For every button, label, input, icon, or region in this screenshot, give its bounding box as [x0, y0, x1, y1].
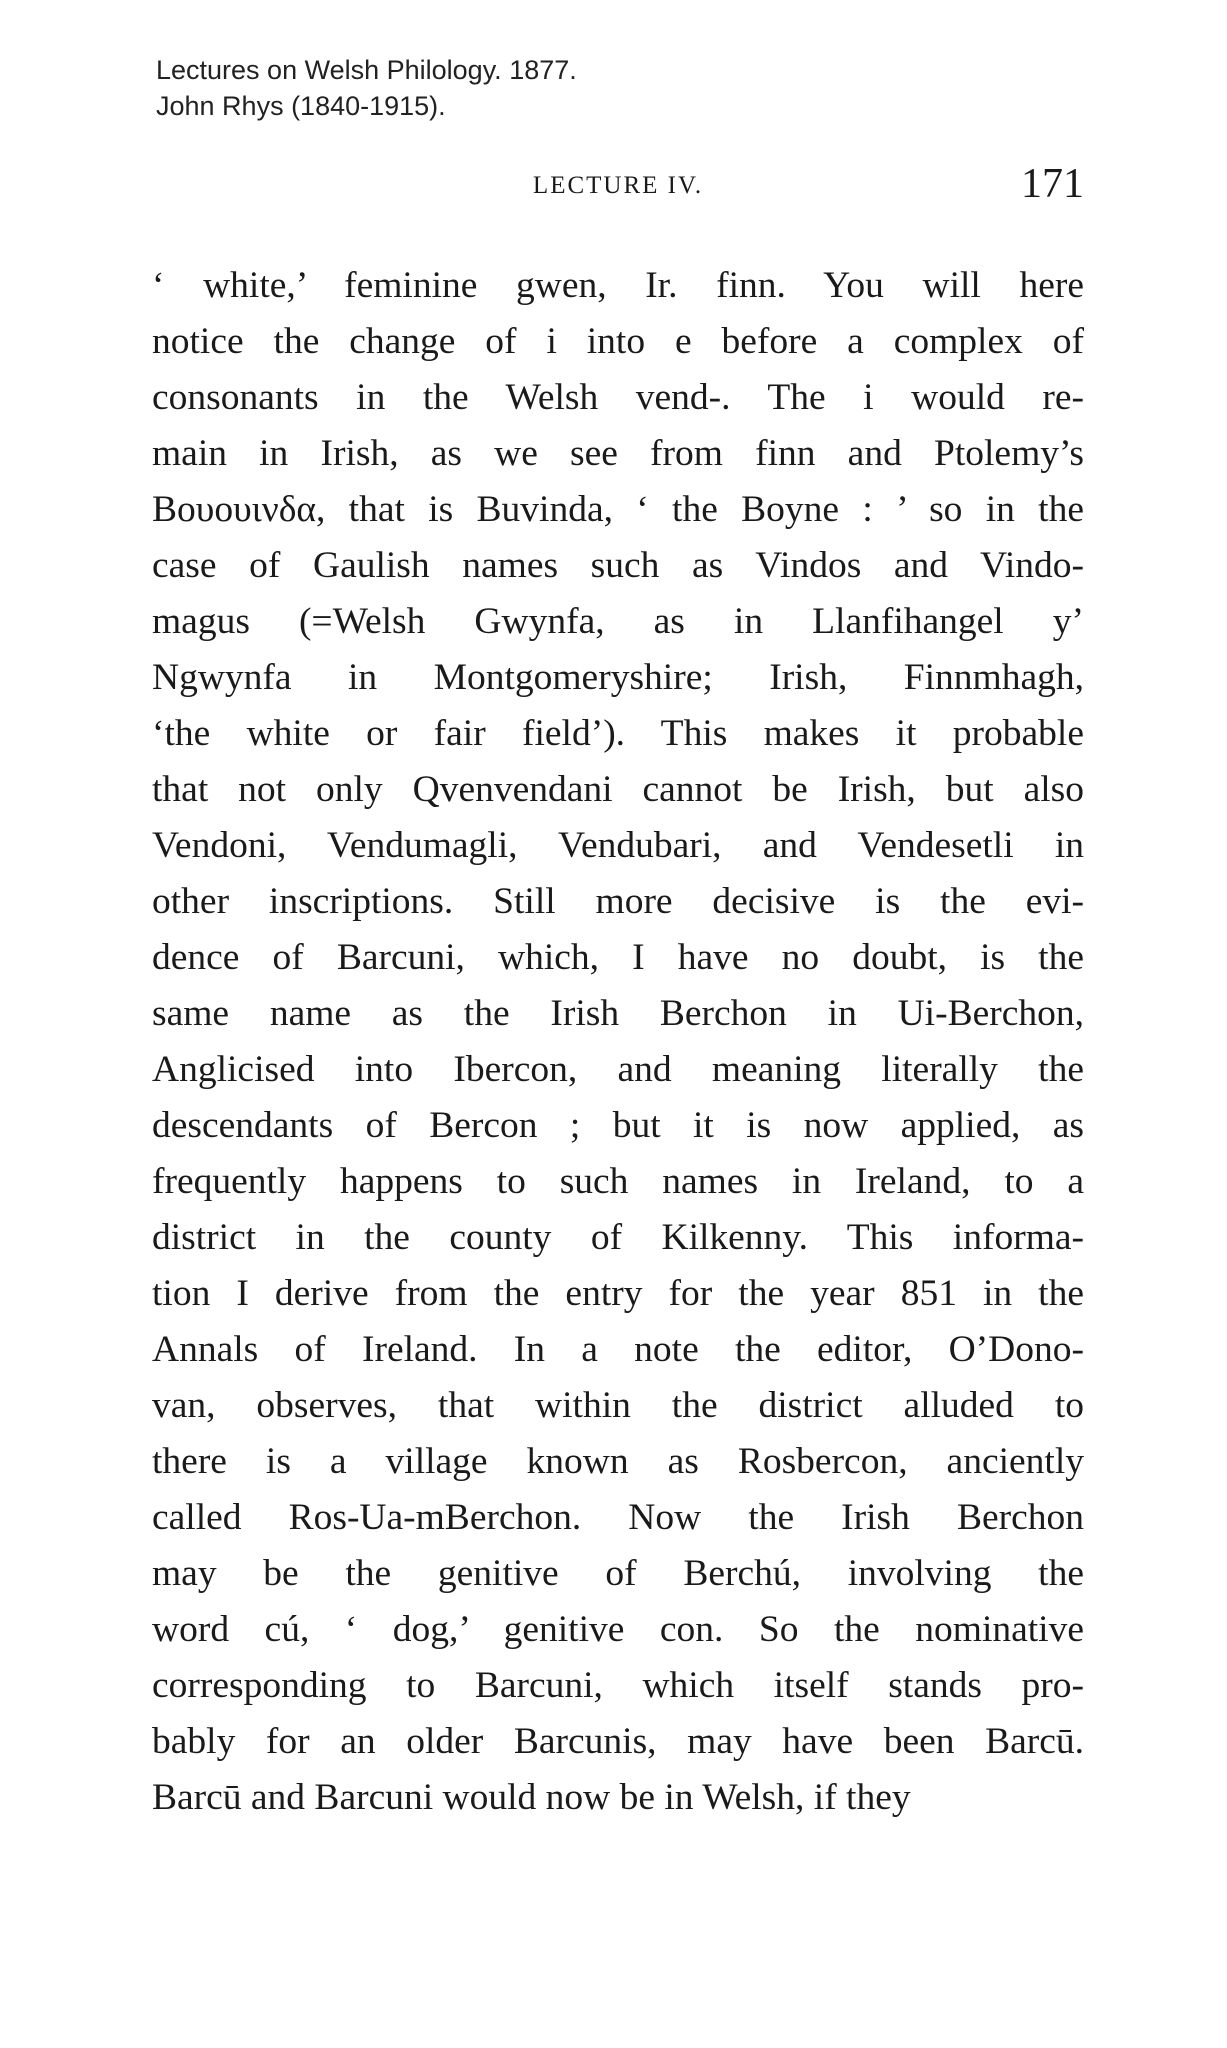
- text-line: notice the change of i into e before a complex of: [152, 321, 1084, 362]
- text-line: frequently happens to such names in Ireland, to a: [152, 1161, 1084, 1202]
- page-number: 171: [1021, 161, 1084, 207]
- text-line: other inscriptions. Still more decisive is the evi-: [152, 881, 1084, 922]
- text-line: Ngwynfa in Montgomeryshire; Irish, Finnmhagh,: [152, 657, 1084, 698]
- book-title-line: Lectures on Welsh Philology. 1877.: [156, 55, 577, 85]
- text-line: may be the genitive of Berchú, involving the: [152, 1553, 1084, 1594]
- text-line: dence of Barcuni, which, I have no doubt, is the: [152, 937, 1084, 978]
- running-title: LECTURE IV.: [532, 172, 704, 199]
- running-head: [152, 160, 1084, 210]
- body-text: [152, 258, 1084, 1826]
- text-line: ‘ white,’ feminine gwen, Ir. finn. You will here: [152, 265, 1084, 306]
- text-line: Barcū and Barcuni would now be in Welsh, if they: [152, 1777, 911, 1818]
- text-line: same name as the Irish Berchon in Ui-Berchon,: [152, 993, 1084, 1034]
- text-line: van, observes, that within the district alluded to: [152, 1385, 1084, 1426]
- text-line: corresponding to Barcuni, which itself stands pro-: [152, 1665, 1084, 1706]
- text-line: Vendoni, Vendumagli, Vendubari, and Vendesetli in: [152, 825, 1084, 866]
- text-line: case of Gaulish names such as Vindos and Vindo-: [152, 545, 1084, 586]
- text-line: magus (=Welsh Gwynfa, as in Llanfihangel y’: [152, 601, 1084, 642]
- author-line: John Rhys (1840-1915).: [156, 91, 446, 121]
- text-line: Anglicised into Ibercon, and meaning literally the: [152, 1049, 1084, 1090]
- text-line: there is a village known as Rosbercon, anciently: [152, 1441, 1084, 1482]
- text-line: tion I derive from the entry for the year 851 in the: [152, 1273, 1084, 1314]
- text-line: word cú, ‘ dog,’ genitive con. So the nominative: [152, 1609, 1084, 1650]
- text-line: district in the county of Kilkenny. This informa-: [152, 1217, 1084, 1258]
- text-line: main in Irish, as we see from finn and Ptolemy’s: [152, 433, 1084, 474]
- text-line: bably for an older Barcunis, may have been Barcū.: [152, 1721, 1084, 1762]
- text-line: Βουουινδα, that is Buvinda, ‘ the Boyne : ’ so in the: [152, 489, 1084, 530]
- text-line: called Ros-Ua-mBerchon. Now the Irish Berchon: [152, 1497, 1084, 1538]
- text-line: Annals of Ireland. In a note the editor, O’Dono-: [152, 1329, 1084, 1370]
- text-line: that not only Qvenvendani cannot be Irish, but also: [152, 769, 1084, 810]
- text-line: descendants of Bercon ; but it is now applied, as: [152, 1105, 1084, 1146]
- text-line: ‘the white or fair field’). This makes it probable: [152, 713, 1084, 754]
- text-line: consonants in the Welsh vend-. The i would re-: [152, 377, 1084, 418]
- document-metadata: [156, 52, 577, 124]
